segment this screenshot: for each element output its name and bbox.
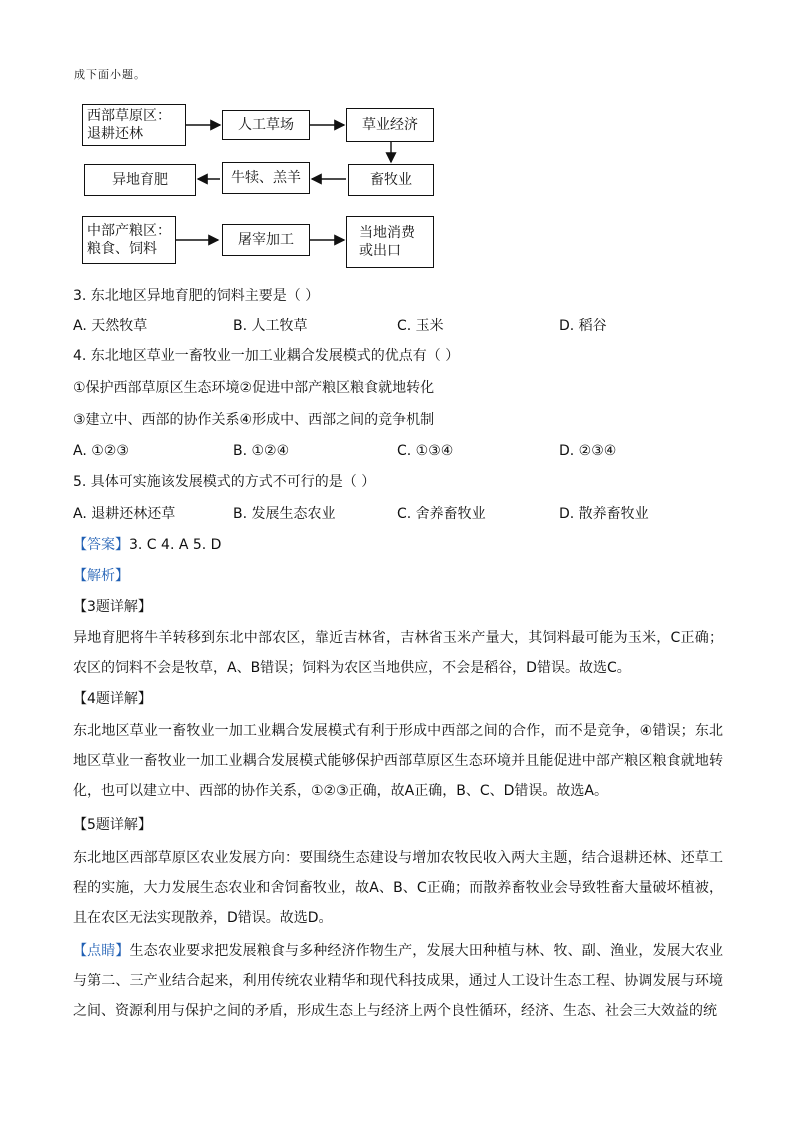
- detail-3-text: 异地育肥将牛羊转移到东北中部农区，靠近吉林省，吉林省玉米产量大，其饲料最可能为玉米，C正确；农区的饲料不会是牧草，A、B错误；饲料为农区当地供应，不会是稻谷，D错误。故选C。: [73, 630, 723, 676]
- detail-5-head: 【5题详解】: [73, 817, 152, 833]
- detail-3-head: 【3题详解】: [73, 599, 152, 615]
- q4-option-d: D. ②③④: [559, 443, 617, 459]
- intro-text: 成下面小题。: [74, 68, 146, 81]
- question-3-stem: 3. 东北地区异地育肥的饲料主要是（ ）: [73, 288, 320, 304]
- answer-tag: 【答案】: [73, 537, 129, 553]
- answer-line: [73, 535, 221, 555]
- node-cattle-sheep: 牛犊、羔羊: [222, 162, 310, 194]
- detail-5-text: 东北地区西部草原区农业发展方向：要围绕生态建设与增加农牧民收入两大主题，结合退耕还林、还草工程的实施，大力发展生态农业和舍饲畜牧业，故A、B、C正确；而散养畜牧业会导致牲畜大量破坏植被，且在农区无法实现散养，D错误。故选D。: [73, 850, 723, 926]
- node-grass-economy: 草业经济: [346, 108, 434, 142]
- q4-option-a: A. ①②③: [73, 443, 129, 459]
- node-off-site-fattening: 异地育肥: [84, 164, 196, 196]
- node-consume-export: 当地消费 或出口: [346, 216, 434, 268]
- node-west-grassland: 西部草原区： 退耕还林: [82, 104, 186, 146]
- question-5-stem: 5. 具体可实施该发展模式的方式不可行的是（ ）: [73, 474, 376, 490]
- node-livestock: 畜牧业: [348, 164, 434, 196]
- q5-option-d: D. 散养畜牧业: [559, 506, 649, 522]
- q3-option-c: C. 玉米: [397, 318, 444, 334]
- q4-statement-1: ①保护西部草原区生态环境②促进中部产粮区粮食就地转化: [73, 380, 435, 396]
- q5-option-a: A. 退耕还林还草: [73, 506, 176, 522]
- detail-4-head: 【4题详解】: [73, 691, 152, 707]
- question-4-stem: 4. 东北地区草业一畜牧业一加工业耦合发展模式的优点有（ ）: [73, 348, 460, 364]
- note-paragraph: [73, 936, 723, 1026]
- node-slaughter: 屠宰加工: [222, 224, 310, 256]
- analysis-tag: 【解析】: [73, 568, 129, 584]
- q3-option-b: B. 人工牧草: [233, 318, 308, 334]
- q3-option-d: D. 稻谷: [559, 318, 607, 334]
- note-text: 生态农业要求把发展粮食与多种经济作物生产，发展大田种植与林、牧、副、渔业，发展大农业与第二、三产业结合起来，利用传统农业精华和现代科技成果，通过人工设计生态工程、协调发展与环境之间、资源利用与保护之间的矛盾，形成生态上与经济上两个良性循环，经济、生态、社会三大效益的统: [73, 943, 724, 1019]
- q4-statement-2: ③建立中、西部的协作关系④形成中、西部之间的竞争机制: [73, 412, 435, 428]
- q5-option-c: C. 舍养畜牧业: [397, 506, 486, 522]
- node-central-grain-area: 中部产粮区： 粮食、饲料: [82, 216, 176, 264]
- note-head: 【点睛】: [73, 943, 130, 959]
- q4-option-c: C. ①③④: [397, 443, 454, 459]
- node-artificial-pasture: 人工草场: [222, 110, 310, 140]
- answer-text: 3. C 4. A 5. D: [129, 537, 222, 553]
- flow-diagram: [82, 104, 442, 274]
- q3-option-a: A. 天然牧草: [73, 318, 148, 334]
- q5-option-b: B. 发展生态农业: [233, 506, 336, 522]
- detail-4-text: 东北地区草业一畜牧业一加工业耦合发展模式有利于形成中西部之间的合作，而不是竞争，④错误；东北地区草业一畜牧业一加工业耦合发展模式能够保护西部草原区生态环境并且能促进中部产粮区粮食就地转化，也可以建立中、西部的协作关系，①②③正确，故A正确，B、C、D错误。故选A。: [73, 723, 723, 799]
- q4-option-b: B. ①②④: [233, 443, 290, 459]
